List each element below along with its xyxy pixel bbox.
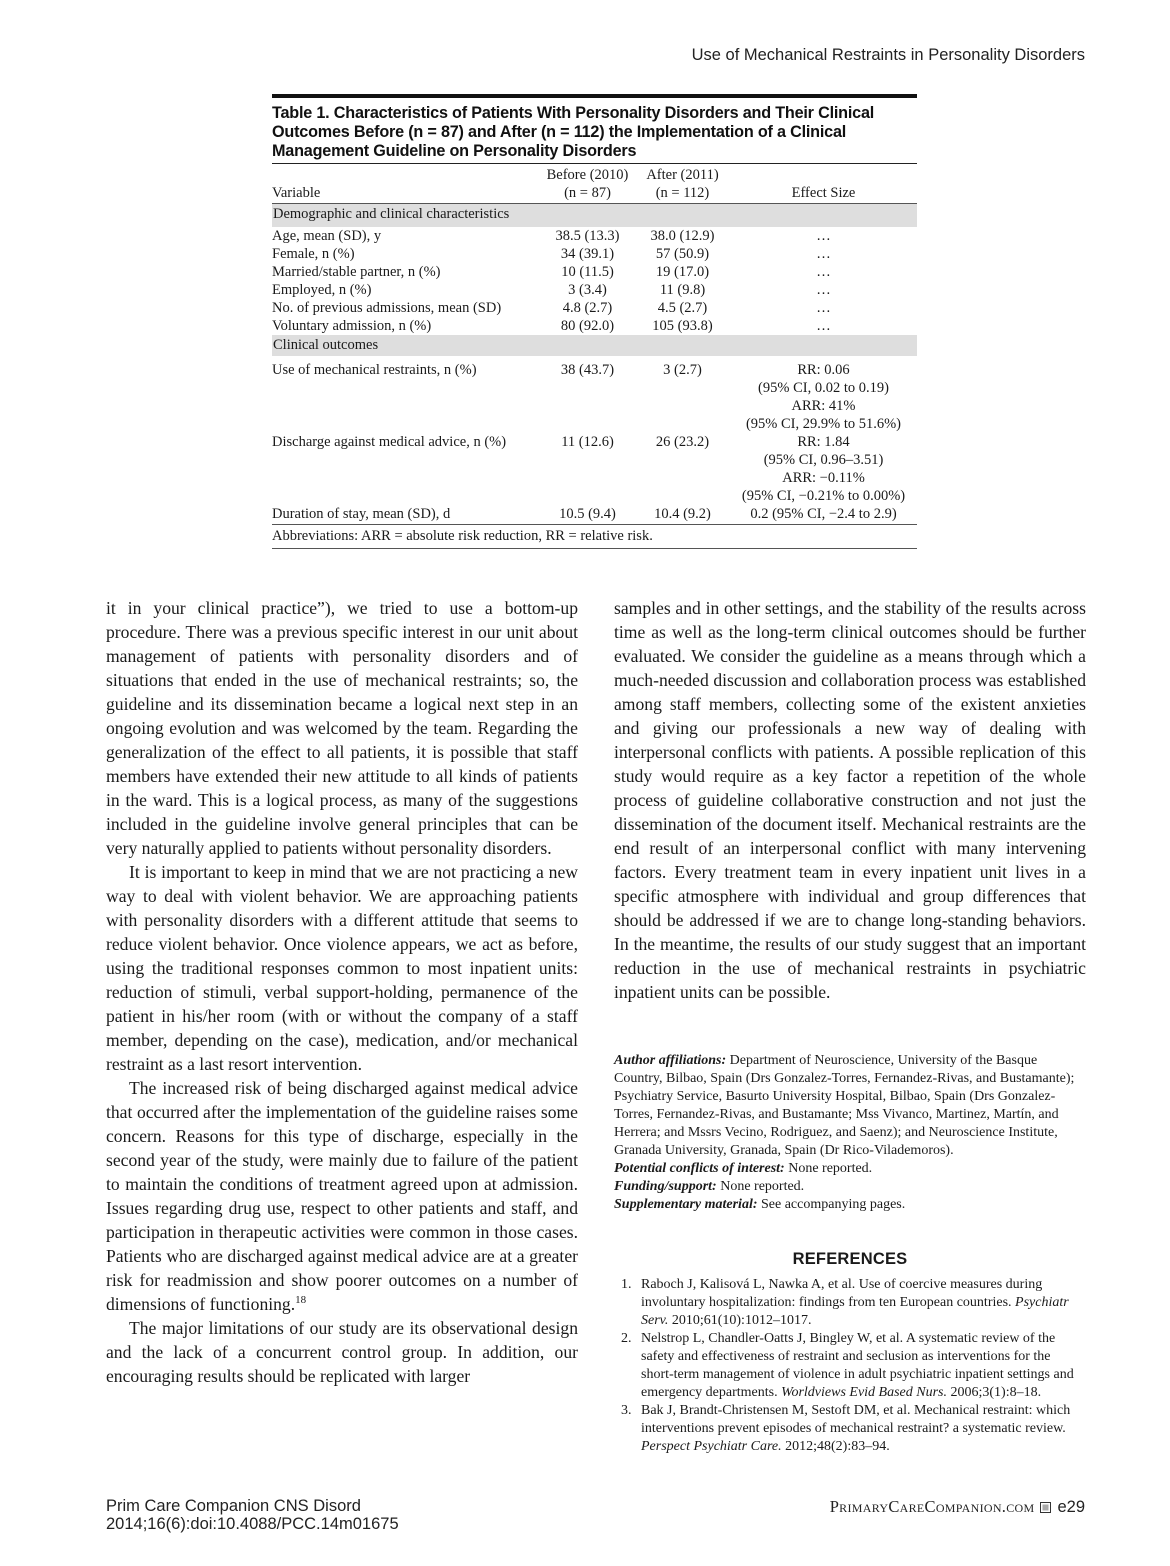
reference-journal: Worldviews Evid Based Nurs. (781, 1385, 947, 1400)
cell-variable: Voluntary admission, n (%) (272, 318, 432, 334)
cell-after: 3 (2.7) (663, 362, 702, 378)
table-abbreviations: Abbreviations: ARR = absolute risk reduction, RR = relative risk. (272, 525, 917, 549)
cell-effect: … (816, 282, 831, 298)
cell-before: 34 (39.1) (560, 246, 615, 262)
references-list (614, 1276, 1086, 1456)
table-row (272, 227, 917, 245)
header-before-line1: Before (2010) (546, 167, 629, 183)
body-column-right (614, 596, 1086, 1004)
affiliations-label: Author affiliations: (614, 1053, 727, 1068)
effect-line: (95% CI, 29.9% to 51.6%) (745, 416, 902, 432)
cell-after: 26 (23.2) (655, 434, 710, 450)
reference-journal: Perspect Psychiatr Care. (641, 1439, 782, 1454)
cell-variable: Age, mean (SD), y (272, 228, 382, 244)
paragraph: samples and in other settings, and the stability of the results across time as well as the long-term clinical outcomes should be further evaluated. We consider the guideline as a means through which a much-needed discussion and collaboration process was established among staff members, collecting some of the existent anxieties and giving our professionals a new way of dealing with interpersonal conflicts with patients. A possible replication of this study would require as a key factor a repetition of the whole process of guideline collaborative construction and not just the dissemination of the document itself. Mechanical restraints are the end result of an interpersonal conflict with many intervening factors. Every treatment team in every inpatient unit lives in a specific atmosphere with individual and group differences that should be addressed if we are to change long-standing behaviors. In the meantime, the results of our study suggest that an important reduction in the use of mechanical restraints in psychiatric inpatient units can be possible. (614, 598, 1086, 1002)
reference-cite: 2010;61(10):1012–1017. (668, 1313, 812, 1328)
table-row (272, 317, 917, 335)
citation-superscript: 18 (295, 1294, 307, 1307)
cell-variable: Discharge against medical advice, n (%) (272, 434, 507, 450)
conflicts-text: None reported. (784, 1161, 873, 1176)
cell-effect (730, 433, 917, 505)
cell-after: 19 (17.0) (655, 264, 710, 280)
paragraph: it in your clinical practice”), we tried to use a bottom-up procedure. There was a previous specific interest in our unit about management of patients with personality disorders and of situations that ended in the use of mechanical restraints; so, the guideline and its dissemination became a logical next step in an ongoing evolution and was welcomed by the team. Regarding the generalization of the effect to all patients, it is possible that staff members have extended their new attitude to all kinds of patients in the ward. This is a logical process, as many of the suggestions included in the guideline involve general principles that can be very naturally applied to patients without personality disorders. (106, 598, 578, 858)
table-row (272, 299, 917, 317)
references-heading: REFERENCES (792, 1250, 908, 1268)
cell-before: 4.8 (2.7) (562, 300, 613, 316)
cell-before: 38 (43.7) (560, 362, 615, 378)
reference-number: 1. (621, 1277, 632, 1292)
footer-journal: Prim Care Companion CNS Disord (106, 1497, 361, 1515)
square-separator-icon (1040, 1502, 1051, 1513)
cell-after: 105 (93.8) (652, 318, 713, 334)
table-header-row (272, 164, 917, 204)
footer-site: PrimaryCareCompanion.com (829, 1497, 1035, 1516)
cell-effect: … (816, 318, 831, 334)
footer-citation (106, 1497, 399, 1533)
section-label: Clinical outcomes (272, 335, 917, 356)
effect-line: ARR: 41% (791, 398, 856, 414)
table-row (272, 263, 917, 281)
section-row (272, 204, 917, 228)
affiliations-text: Department of Neuroscience, University of the Basque Country, Bilbao, Spain (Drs Gonzalez-Torres, Fernandez-Rivas, and Bustamante); Psychiatry Service, Basurto University Hospital, Bilbao, Spain (Drs Gonzalez-Torres, Fernandez-Rivas, and Bustamante; Mss Vivanco, Martinez, Martín, and Herrera; and Mssrs Vecino, Rodriguez, and Saenz); and Neuroscience Institute, Granada University, Granada, Spain (Dr Rico-Vilademoros). (614, 1053, 1075, 1158)
header-after-line1: After (2011) (646, 167, 719, 183)
cell-variable: Employed, n (%) (272, 282, 372, 298)
effect-line: RR: 1.84 (797, 434, 850, 450)
effect-line: (95% CI, 0.96–3.51) (763, 452, 884, 468)
reference-cite: 2012;48(2):83–94. (781, 1439, 890, 1454)
cell-effect: … (816, 264, 831, 280)
cell-after: 11 (9.8) (659, 282, 706, 298)
section-row (272, 335, 917, 356)
supplementary-material (614, 1196, 1086, 1214)
author-affiliations (614, 1052, 1086, 1160)
reference-journal: Psychiatr Serv. (641, 1295, 1069, 1328)
footer-doi: 2014;16(6):doi:10.4088/PCC.14m01675 (106, 1515, 399, 1533)
supplementary-label: Supplementary material: (614, 1197, 758, 1212)
table-row (272, 245, 917, 263)
body-column-left (106, 596, 578, 1388)
conflicts-of-interest (614, 1160, 1086, 1178)
cell-after: 38.0 (12.9) (650, 228, 715, 244)
reference-number: 3. (621, 1403, 632, 1418)
funding-label: Funding/support: (614, 1179, 717, 1194)
cell-before: 80 (92.0) (560, 318, 615, 334)
reference-text: Raboch J, Kalisová L, Nawka A, et al. Use of coercive measures during involuntary hospitalization: findings from ten European countries. (641, 1277, 1043, 1310)
paragraph (106, 1076, 578, 1316)
header-effect-size: Effect Size (791, 185, 856, 201)
effect-line: RR: 0.06 (797, 362, 850, 378)
reference-item (614, 1330, 1086, 1402)
article-notes (614, 1052, 1086, 1214)
funding-text: None reported. (716, 1179, 805, 1194)
paragraph: The major limitations of our study are its observational design and the lack of a concurrent control group. In addition, our encouraging results should be replicated with larger (106, 1318, 578, 1386)
header-after-line2: (n = 112) (655, 185, 710, 201)
table-row (272, 361, 917, 433)
cell-after: 57 (50.9) (655, 246, 710, 262)
section-label: Demographic and clinical characteristics (272, 204, 917, 228)
cell-variable: No. of previous admissions, mean (SD) (272, 300, 502, 316)
cell-effect: … (816, 246, 831, 262)
table-row (272, 505, 917, 525)
effect-line: (95% CI, 0.02 to 0.19) (758, 380, 889, 396)
reference-text: Bak J, Brandt-Christensen M, Sestoft DM, et al. Mechanical restraint: which interventions prevent episodes of mechanical restraint? a systematic review. (641, 1403, 1071, 1436)
cell-variable: Use of mechanical restraints, n (%) (272, 362, 477, 378)
table-row (272, 281, 917, 299)
conflicts-label: Potential conflicts of interest: (614, 1161, 785, 1176)
header-before-line2: (n = 87) (564, 185, 611, 201)
cell-after: 10.4 (9.2) (654, 506, 711, 522)
cell-effect: … (816, 300, 831, 316)
footer-page-info (830, 1497, 1085, 1517)
cell-effect: 0.2 (95% CI, −2.4 to 2.9) (750, 506, 897, 522)
cell-variable: Female, n (%) (272, 246, 355, 262)
cell-before: 10 (11.5) (561, 264, 614, 280)
cell-variable: Married/stable partner, n (%) (272, 264, 441, 280)
table-1 (272, 94, 917, 549)
cell-before: 10.5 (9.4) (559, 506, 616, 522)
cell-variable: Duration of stay, mean (SD), d (272, 506, 451, 522)
reference-item (614, 1276, 1086, 1330)
header-after (635, 164, 730, 204)
paragraph: It is important to keep in mind that we are not practicing a new way to deal with violent behavior. We are approaching patients with personality disorders with a different attitude that seems to reduce violent behavior. Once violence appears, we act as before, using the traditional responses common to most inpatient units: reduction of stimuli, verbal support-holding, permanence of the patient in his/her room (with or without the company of a staff member, depending on the case), medication, and/or mechanical restraint as a last resort intervention. (106, 862, 578, 1074)
cell-before: 38.5 (13.3) (555, 228, 620, 244)
cell-before: 3 (3.4) (568, 282, 607, 298)
reference-text: Nelstrop L, Chandler-Oatts J, Bingley W, et al. A systematic review of the safety and effectiveness of restraint and seclusion as interventions for the short-term management of violence in adult psychiatric inpatient settings and emergency departments. (641, 1331, 1074, 1400)
reference-cite: 2006;3(1):8–18. (947, 1385, 1042, 1400)
cell-effect (730, 361, 917, 433)
footer-page-number: e29 (1057, 1497, 1085, 1516)
table-title: Table 1. Characteristics of Patients With Personality Disorders and Their Clinical Outcomes Before (n = 87) and After (n = 112) the Implementation of a Clinical Management Guideline on Personality Disorders (272, 104, 875, 160)
supplementary-text: See accompanying pages. (757, 1197, 906, 1212)
reference-item (614, 1402, 1086, 1456)
cell-effect: … (816, 228, 831, 244)
cell-before: 11 (12.6) (561, 434, 614, 450)
header-variable: Variable (272, 185, 321, 201)
effect-line: ARR: −0.11% (782, 470, 865, 486)
header-before (540, 164, 635, 204)
running-head: Use of Mechanical Restraints in Personality Disorders (691, 46, 1085, 64)
cell-after: 4.5 (2.7) (657, 300, 708, 316)
table-row (272, 433, 917, 505)
reference-number: 2. (621, 1331, 632, 1346)
effect-line: (95% CI, −0.21% to 0.00%) (741, 488, 906, 504)
funding-support (614, 1178, 1086, 1196)
characteristics-table (272, 163, 917, 525)
paragraph-text: The increased risk of being discharged against medical advice that occurred after the implementation of the guideline raises some concern. Reasons for this type of discharge, especially in the second year of the study, were mainly due to failure of the patient to maintain the conditions of treatment agreed upon at admission. Issues regarding drug use, respect to other patients and staff, and participation in therapeutic activities were common in those cases. Patients who are discharged against medical advice are at a greater risk for readmission and show poorer outcomes on a number of dimensions of functioning. (106, 1078, 578, 1314)
